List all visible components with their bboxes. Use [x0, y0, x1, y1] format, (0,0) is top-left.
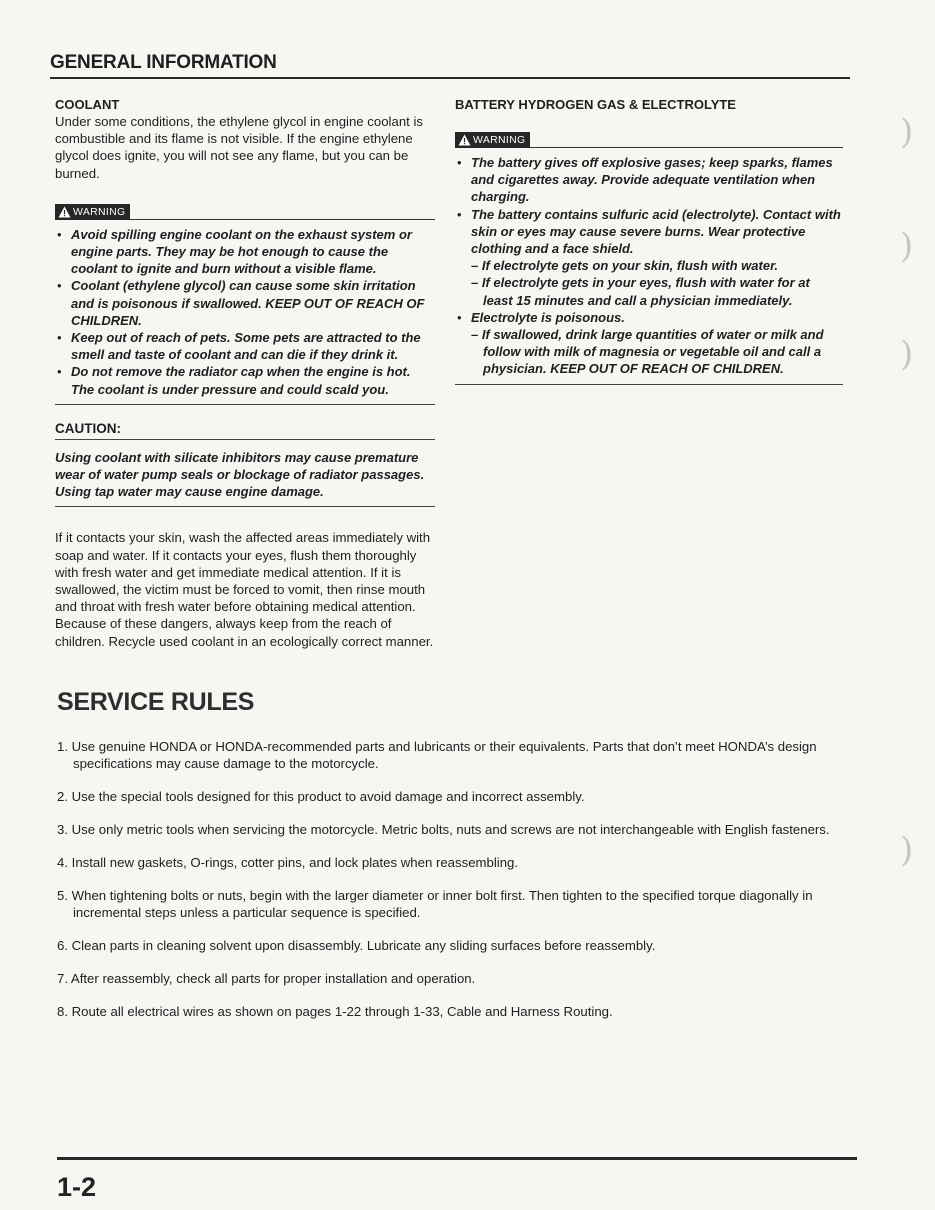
footer-divider	[57, 1157, 857, 1160]
list-item: 4. Install new gaskets, O-rings, cotter pins, and lock plates when reassembling.	[57, 855, 519, 870]
coolant-intro: Under some conditions, the ethylene glycol in engine coolant is combustible and its flame is not visible. If the engine ethylene glycol does ignite, you will not see any flame, but you can be burned.	[55, 114, 424, 181]
sub-item: – If electrolyte gets in your eyes, flush with water for at least 15 minutes and call a physician immediately.	[471, 275, 810, 308]
battery-warning-bar	[455, 130, 843, 148]
service-rules-list	[57, 738, 857, 1036]
binder-mark: )	[900, 226, 914, 266]
caution-end-rule	[55, 506, 435, 507]
coolant-heading: COOLANT	[55, 97, 120, 112]
binder-mark: )	[900, 112, 914, 152]
list-item: 5. When tightening bolts or nuts, begin with the larger diameter or inner bolt first. Then tighten to the specified torque diagonally in incremental steps unless a particular sequence is specified.	[57, 888, 813, 920]
battery-section	[455, 97, 843, 385]
list-item: • Electrolyte is poisonous. – If swallowed, drink large quantities of water or milk and follow with milk of magnesia or vegetable oil and call a physician. KEEP OUT OF REACH OF CHILDREN.	[455, 309, 843, 378]
list-item: 1. Use genuine HONDA or HONDA-recommended parts and lubricants or their equivalents. Parts that don’t meet HONDA’s design specifications may cause damage to the motorcycle.	[57, 739, 817, 771]
page-number: 1-2	[57, 1172, 97, 1202]
warning-triangle-icon	[458, 134, 471, 146]
binder-mark: )	[900, 830, 914, 870]
page-header-title: GENERAL INFORMATION	[50, 52, 277, 73]
battery-warning-list	[455, 154, 843, 378]
coolant-section	[55, 97, 435, 650]
warning-triangle-icon	[58, 206, 71, 218]
list-item: • The battery gives off explosive gases; keep sparks, flames and cigarettes away. Provide adequate ventilation when charging.	[457, 155, 833, 205]
warning-badge	[455, 132, 530, 148]
service-rules-title: SERVICE RULES	[57, 688, 255, 716]
list-item: • Avoid spilling engine coolant on the exhaust system or engine parts. They may be hot enough to cause the coolant to ignite and burn without a visible flame.	[57, 226, 412, 277]
list-item: 7. After reassembly, check all parts for proper installation and operation.	[57, 971, 476, 986]
sub-item: – If electrolyte gets on your skin, flush with water.	[471, 258, 779, 274]
list-item: • Keep out of reach of pets. Some pets are attracted to the smell and taste of coolant and can die if they drink it.	[57, 330, 421, 363]
coolant-warning-bar	[55, 202, 435, 220]
list-item: • Coolant (ethylene glycol) can cause some skin irritation and is poisonous if swallowed. KEEP OUT OF REACH OF CHILDREN.	[57, 278, 425, 328]
battery-end-rule	[455, 384, 843, 385]
caution-rule	[55, 439, 435, 440]
header-divider	[50, 77, 850, 79]
first-aid-paragraph: If it contacts your skin, wash the affected areas immediately with soap and water. If it contacts your eyes, flush them thoroughly with fresh water and get immediate medical attention. If it is swallowed, the victim must be forced to vomit, then rinse mouth and throat with fresh water before obtaining medical attention. Because of these dangers, always keep from the reach of children. Recycle used coolant in an ecologically correct manner.	[55, 530, 434, 649]
warning-badge	[55, 204, 130, 220]
list-item: 3. Use only metric tools when servicing the motorcycle. Metric bolts, nuts and screws are not interchangeable with English fasteners.	[57, 822, 830, 837]
list-item: 6. Clean parts in cleaning solvent upon disassembly. Lubricate any sliding surfaces before reassembly.	[57, 938, 656, 953]
coolant-warning-list	[55, 226, 435, 398]
battery-heading: BATTERY HYDROGEN GAS & ELECTROLYTE	[455, 97, 736, 112]
binder-mark: )	[900, 334, 914, 374]
warning-label: WARNING	[473, 134, 526, 146]
warning-label: WARNING	[73, 205, 126, 218]
list-item: 8. Route all electrical wires as shown on pages 1-22 through 1-33, Cable and Harness Routing.	[57, 1004, 613, 1019]
list-item: • The battery contains sulfuric acid (electrolyte). Contact with skin or eyes may cause severe burns. Wear protective clothing and a face shield. – If electrolyte gets on your skin, flush with water. – If electrolyte gets in your eyes, flush with water for at least 15 minutes and call a physician immediately.	[455, 206, 843, 309]
list-item: • Do not remove the radiator cap when the engine is hot. The coolant is under pressure and could scald you.	[57, 364, 411, 397]
caution-label: CAUTION:	[55, 420, 121, 436]
warning-end-rule	[55, 404, 435, 405]
caution-text: Using coolant with silicate inhibitors may cause premature wear of water pump seals or blockage of radiator passages. Using tap water may cause engine damage.	[55, 449, 425, 500]
list-item: 2. Use the special tools designed for this product to avoid damage and incorrect assembly.	[57, 789, 585, 804]
sub-item: – If swallowed, drink large quantities of water or milk and follow with milk of magnesia or vegetable oil and call a physician. KEEP OUT OF REACH OF CHILDREN.	[471, 327, 824, 377]
